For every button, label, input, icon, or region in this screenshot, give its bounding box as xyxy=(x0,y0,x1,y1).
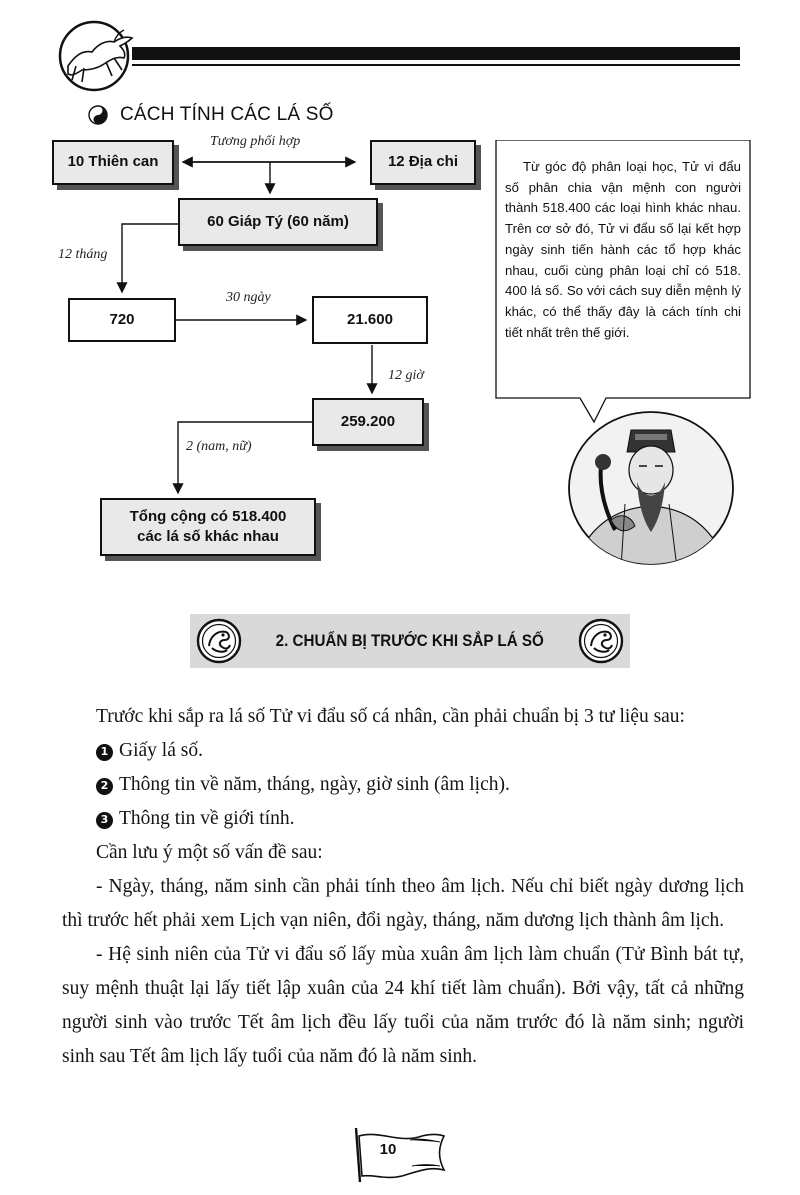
box-259200: 259.200 xyxy=(312,398,424,446)
total-line-1: Tổng cộng có 518.400 xyxy=(129,507,287,525)
section-title: 2. CHUẨN BỊ TRƯỚC KHI SẮP LÁ SỐ xyxy=(275,631,545,650)
section-heading-2 xyxy=(190,614,630,668)
connector-to-total xyxy=(178,422,312,493)
intro-paragraph: Trước khi sắp ra lá số Tử vi đẩu số cá nhân, cần phải chuẩn bị 3 tư liệu sau: xyxy=(96,706,685,727)
box-giap-ty: 60 Giáp Tý (60 năm) xyxy=(178,198,378,246)
dragon-medallion-icon xyxy=(196,618,242,664)
box-720: 720 xyxy=(68,298,176,342)
list-item xyxy=(62,802,744,836)
note-paragraph-1: - Ngày, tháng, năm sinh cần phải tính theo âm lịch. Nếu chỉ biết ngày dương lịch thì trước hết phải xem Lịch vạn niên, đổi ngày, tháng, năm dương lịch thành âm lịch. xyxy=(62,876,744,931)
connector-to-720 xyxy=(122,224,178,292)
bubble-text: Từ góc độ phân loại học, Tử vi đẩu số phân chia vận mệnh con người thành 518.400 các loại hình khác nhau. Trên cơ sở đó, Tử vi đẩu số lại kết hợp ngày sinh tiến hành các tổ hợp khác nhau, cuối cùng phân loại chỉ có 518. 400 lá số. So với cách suy diễn mệnh lý khác, có thể thấy đây là cách tính chi tiết nhất trên thế giới. xyxy=(505,159,741,340)
dragon-medallion-icon xyxy=(578,618,624,664)
box-total xyxy=(100,498,316,556)
number-badge: 1 xyxy=(96,744,113,761)
list-item xyxy=(62,734,744,768)
note-paragraph-2: - Hệ sinh niên của Tử vi đẩu số lấy mùa xuân âm lịch làm chuẩn (Tử Bình bát tự, suy mệnh thuật lại lấy tiết lập xuân của 24 khí tiết làm chuẩn). Bởi vậy, tất cả những người sinh vào trước Tết âm lịch đều lấy tuổi của năm trước đó là năm sinh; người sinh sau Tết âm lịch lấy tuổi của năm đó là năm sinh. xyxy=(62,944,744,1067)
section-title: CÁCH TÍNH CÁC LÁ SỐ xyxy=(120,104,334,125)
page-number: 10 xyxy=(379,1141,397,1158)
scholar-portrait-icon xyxy=(565,408,737,568)
number-badge: 2 xyxy=(96,778,113,795)
list-item xyxy=(62,768,744,802)
label-hours: 12 giờ xyxy=(388,368,424,383)
box-dia-chi: 12 Địa chi xyxy=(370,140,476,185)
note-intro: Cần lưu ý một số vấn đề sau: xyxy=(96,842,323,863)
label-combine: Tương phối hợp xyxy=(210,134,301,149)
list-item-text: Giấy lá số. xyxy=(119,740,203,761)
body-text xyxy=(62,700,744,1074)
total-line-2: các lá số khác nhau xyxy=(137,528,279,545)
number-badge: 3 xyxy=(96,812,113,829)
label-gender: 2 (nam, nữ) xyxy=(186,439,252,454)
list-item-text: Thông tin về giới tính. xyxy=(119,808,295,829)
box-21600: 21.600 xyxy=(312,296,428,344)
label-months: 12 tháng xyxy=(58,247,111,263)
label-days: 30 ngày xyxy=(226,290,271,305)
list-item-text: Thông tin về năm, tháng, ngày, giờ sinh (âm lịch). xyxy=(119,774,510,795)
box-thien-can: 10 Thiên can xyxy=(52,140,174,185)
